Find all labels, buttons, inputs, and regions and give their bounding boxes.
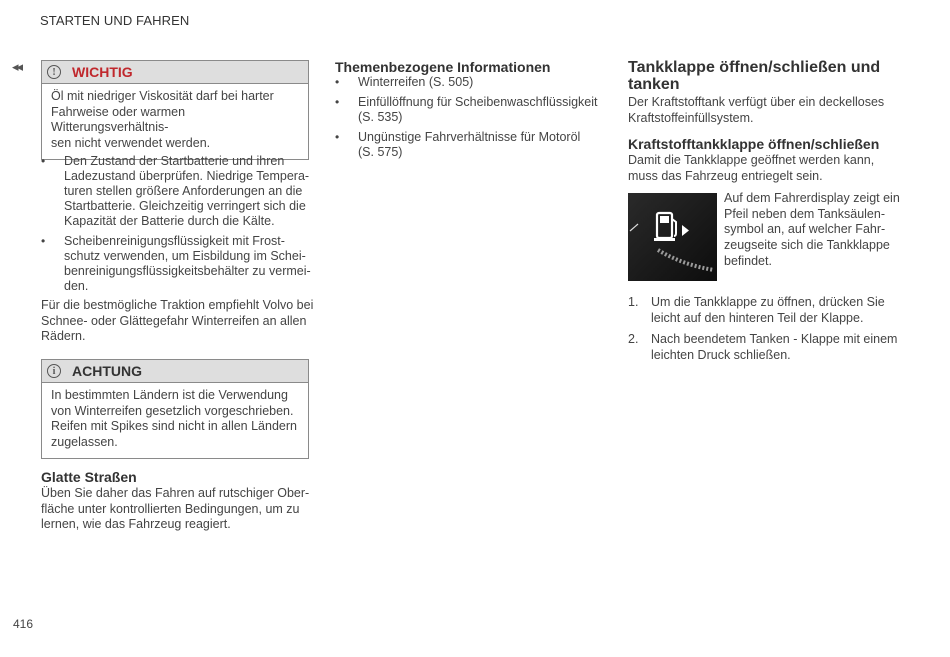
text-line: von Winterreifen gesetzlich vorgeschrieben. (51, 403, 294, 418)
warning-title: WICHTIG (72, 64, 133, 80)
fuel-title (628, 59, 928, 93)
text-line: Schnee- oder Glättegefahr Winterreifen an allen (41, 313, 307, 328)
text-line: zeugseite sich die Tankklappe (724, 238, 890, 253)
text-line: Für die bestmögliche Traktion empfiehlt Volvo bei (41, 298, 314, 312)
text-line: Damit die Tankklappe geöffnet werden kann, (628, 153, 875, 167)
list-item (41, 234, 311, 294)
text-line: Um die Tankklappe zu öffnen, drücken Sie (651, 295, 885, 309)
text-line: symbol an, auf welcher Fahr- (724, 222, 886, 237)
text-line: • Scheibenreinigungsflüssigkeit mit Frost- (64, 234, 285, 248)
image-caption (724, 191, 914, 270)
traction-paragraph (41, 298, 316, 345)
text-line: Startbatterie. Gleichzeitig verringert sich die (64, 199, 306, 213)
title-line: tanken (628, 76, 680, 93)
list-item (41, 154, 311, 229)
text-line: sen nicht verwendet werden. (51, 136, 211, 151)
related-list (335, 75, 605, 165)
exclamation-icon: ! (47, 65, 61, 79)
caution-box (41, 359, 309, 459)
slippery-heading: Glatte Straßen (41, 469, 137, 485)
text-line: leichten Druck schließen. (651, 348, 791, 363)
step-number: 2. (628, 332, 639, 347)
text-line: • Winterreifen (S. 505) (358, 75, 474, 89)
text-line: leicht auf den hinteren Teil der Klappe. (651, 310, 864, 325)
fuel-pump-icon (628, 193, 717, 281)
section-header: STARTEN UND FAHREN (40, 13, 190, 28)
step-item (628, 295, 928, 326)
text-line: den. (64, 279, 89, 293)
steps-list (628, 295, 928, 370)
text-line: Üben Sie daher das Fahren auf rutschiger Ober- (41, 486, 310, 500)
page-number: 416 (13, 617, 34, 631)
info-icon: i (47, 364, 61, 378)
related-link[interactable] (335, 75, 605, 90)
fuel-intro (628, 95, 928, 126)
text-line: Ladezustand überprüfen. Niedrige Tempera- (64, 169, 310, 183)
warning-box-header (42, 61, 308, 84)
text-line: befindet. (724, 253, 772, 268)
caution-text (42, 383, 308, 458)
text-line: Kraftstoffeinfüllsystem. (628, 110, 754, 125)
text-line: zugelassen. (51, 435, 118, 450)
text-line: • Den Zustand der Startbatterie und ihren (64, 154, 285, 168)
text-line: • Einfüllöffnung für Scheibenwaschflüssigkeit (358, 95, 598, 109)
continued-marker-icon: ◂◂ (12, 59, 22, 74)
text-line: muss das Fahrzeug entriegelt sein. (628, 168, 823, 183)
related-link[interactable] (335, 130, 605, 160)
title-line: Tankklappe öffnen/schließen und (628, 59, 881, 76)
text-line: lernen, wie das Fahrzeug reagiert. (41, 517, 231, 532)
text-line: turen stellen größere Anforderungen an die (64, 184, 303, 198)
text-line: Nach beendetem Tanken - Klappe mit einem (651, 332, 898, 347)
text-line: schutz verwenden, um Eisbildung im Schei- (64, 249, 306, 263)
text-line: (S. 535) (358, 110, 403, 124)
fuel-subheading: Kraftstofftankklappe öffnen/schließen (628, 136, 880, 152)
text-line: fläche unter kontrollierten Bedingungen, um zu (41, 501, 300, 516)
step-number: 1. (628, 295, 639, 309)
text-line: benreinigungsflüssigkeitsbehälter zu vermei- (64, 264, 311, 278)
text-line: Auf dem Fahrerdisplay zeigt ein (724, 191, 900, 205)
step-item (628, 332, 928, 363)
text-line: • Ungünstige Fahrverhältnisse für Motoröl (358, 130, 581, 144)
warning-text (42, 84, 308, 159)
caution-box-header (42, 360, 308, 383)
text-line: (S. 575) (358, 145, 403, 159)
warning-box (41, 60, 309, 160)
text-line: Der Kraftstofftank verfügt über ein deckelloses (628, 95, 885, 109)
caution-title: ACHTUNG (72, 363, 142, 379)
related-link[interactable] (335, 95, 605, 125)
fuel-sub-text (628, 153, 928, 184)
text-line: In bestimmten Ländern ist die Verwendung (51, 388, 288, 402)
related-heading: Themenbezogene Informationen (335, 59, 551, 75)
driver-display-image (628, 193, 717, 281)
bullet-list (41, 154, 311, 299)
slippery-text (41, 486, 316, 533)
text-line: Öl mit niedriger Viskosität darf bei harter (51, 89, 274, 103)
text-line: Fahrweise oder warmen Witterungsverhältnis- (51, 104, 186, 135)
text-line: Reifen mit Spikes sind nicht in allen Ländern (51, 419, 297, 434)
text-line: Kapazität der Batterie durch die Kälte. (64, 214, 275, 228)
text-line: Pfeil neben dem Tanksäulen- (724, 206, 885, 221)
text-line: Rädern. (41, 329, 86, 344)
